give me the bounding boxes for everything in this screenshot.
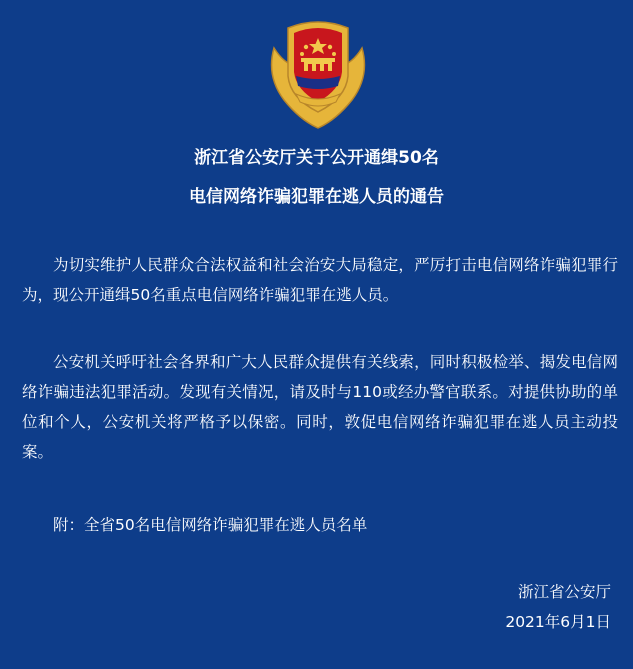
notice-issuer: 浙江省公安厅 — [517, 583, 611, 601]
notice-date: 2021年6月1日 — [505, 613, 611, 631]
notice-title-line2: 电信网络诈骗犯罪在逃人员的通告 — [189, 187, 444, 207]
police-badge-emblem-icon — [256, 6, 380, 132]
notice-title-line1: 浙江省公安厅关于公开通缉50名 — [194, 148, 439, 168]
notice-attachment: 附：全省50名电信网络诈骗犯罪在逃人员名单 — [53, 516, 368, 534]
notice-paragraph-1: 为切实维护人民群众合法权益和社会治安大局稳定，严厉打击电信网络诈骗犯罪行为，现公开通缉50名重点电信网络诈骗犯罪在逃人员。 — [22, 256, 618, 304]
notice-paragraph-2: 公安机关呼吁社会各界和广大人民群众提供有关线索，同时积极检举、揭发电信网络诈骗违法犯罪活动。发现有关情况，请及时与110或经办警官联系。对提供协助的单位和个人，公安机关将严格予以保密。同时，敦促电信网络诈骗犯罪在逃人员主动投案。 — [22, 353, 618, 461]
